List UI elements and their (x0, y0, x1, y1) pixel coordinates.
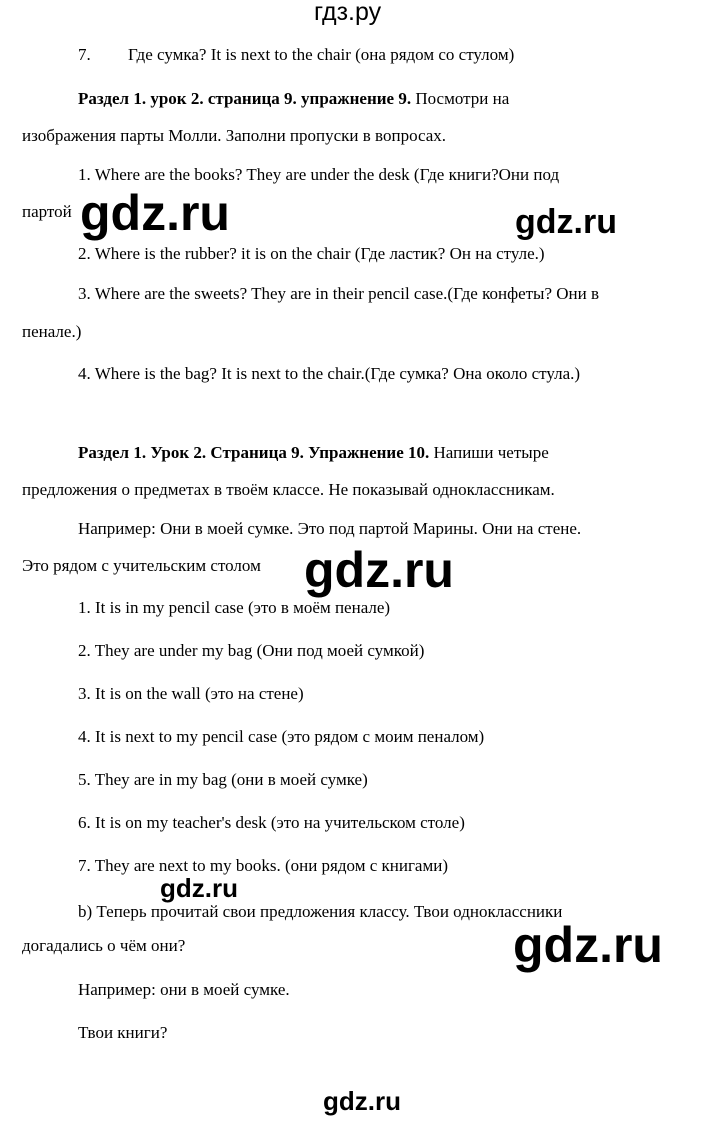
ex10-answer: Твои книги? (78, 1023, 168, 1042)
ex10-item-3: 3. It is on the wall (это на стене) (78, 684, 304, 703)
ex9-heading-rest: Посмотри на (411, 89, 510, 108)
ex9-item-4: 4. Where is the bag? It is next to the chair.(Где сумка? Она около стула.) (78, 364, 581, 383)
ex10-item-2: 2. They are under my bag (Они под моей сумкой) (78, 641, 425, 660)
watermark-5: gdz.ru (513, 917, 663, 973)
ex9-item-3-cont: пенале.) (22, 322, 82, 341)
top-item-text: Где сумка? It is next to the chair (она рядом со стулом) (128, 45, 515, 64)
watermark-2: gdz.ru (515, 203, 617, 241)
ex10-heading-bold: Раздел 1. Урок 2. Страница 9. Упражнение 10. (78, 443, 430, 462)
ex10-item-6: 6. It is on my teacher's desk (это на учительском столе) (78, 813, 465, 832)
ex10-item-1: 1. It is in my pencil case (это в моём пенале) (78, 598, 391, 617)
ex9-item-1: 1. Where are the books? They are under the desk (Где книги?Они под (78, 165, 560, 184)
ex9-item-3: 3. Where are the sweets? They are in their pencil case.(Где конфеты? Они в (78, 284, 600, 303)
ex10-heading (78, 443, 549, 463)
ex9-item-2: 2. Where is the rubber? it is on the chair (Где ластик? Он на стуле.) (78, 244, 545, 263)
site-header: гдз.ру (314, 0, 382, 26)
ex9-heading-line2: изображения парты Молли. Заполни пропуски в вопросах. (22, 126, 447, 145)
ex10-example-line1: Например: Они в моей сумке. Это под партой Марины. Они на стене. (78, 519, 582, 538)
ex9-item-1-cont: партой (22, 202, 72, 221)
ex10-item-5: 5. They are in my bag (они в моей сумке) (78, 770, 368, 789)
ex10-example-line2: Это рядом с учительским столом (22, 556, 261, 575)
ex10-item-7: 7. They are next to my books. (они рядом с книгами) (78, 856, 448, 875)
ex10-heading-line2: предложения о предметах в твоём классе. Не показывай одноклассникам. (22, 480, 555, 499)
ex9-heading (78, 89, 509, 109)
site-footer: gdz.ru (323, 1086, 401, 1116)
watermark-3: gdz.ru (304, 542, 454, 598)
ex10-example-b: Например: они в моей сумке. (78, 980, 290, 999)
top-item-number: 7. (78, 45, 91, 64)
ex10-b-line1: b) Теперь прочитай свои предложения классу. Твои одноклассники (78, 902, 563, 921)
ex10-b-line2: догадались о чём они? (22, 936, 186, 955)
ex10-item-4: 4. It is next to my pencil case (это рядом с моим пеналом) (78, 727, 485, 746)
ex9-heading-bold: Раздел 1. урок 2. страница 9. упражнение 9. (78, 89, 412, 108)
watermark-4: gdz.ru (160, 873, 238, 903)
ex10-heading-rest: Напиши четыре (429, 443, 549, 462)
watermark-1: gdz.ru (80, 185, 230, 241)
